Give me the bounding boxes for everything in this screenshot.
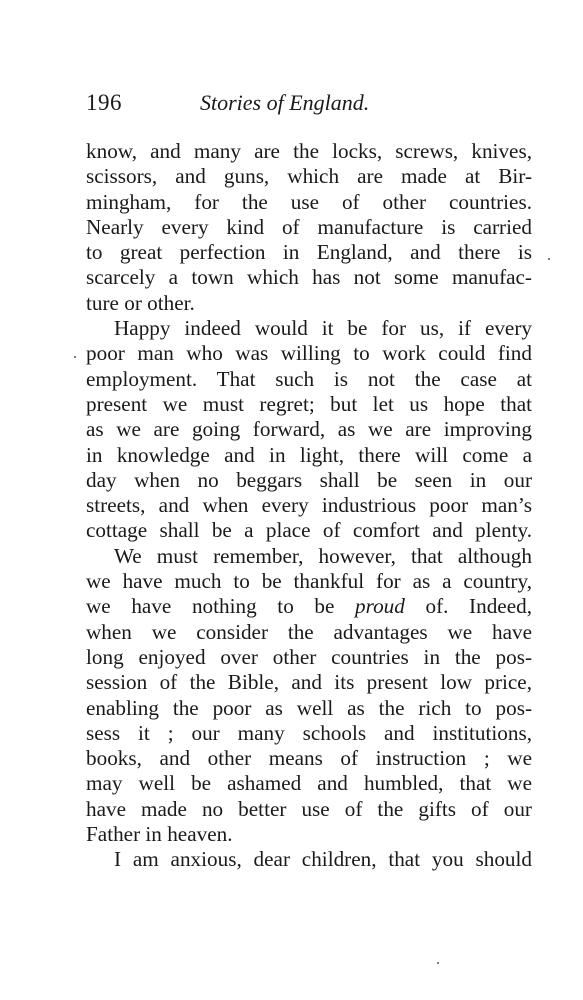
print-speck <box>437 962 439 964</box>
text-line: have made no better use of the gifts of our <box>86 796 532 821</box>
paragraph-4 <box>86 847 532 872</box>
page-body <box>86 139 532 873</box>
text-line: We must remember, however, that although <box>114 543 532 568</box>
text-line: as we are going forward, as we are improving <box>86 417 532 442</box>
text-line: session of the Bible, and its present low price, <box>86 670 532 695</box>
text-line: long enjoyed over other countries in the pos- <box>86 644 532 669</box>
line-text-after: of. Indeed, <box>404 594 532 619</box>
line-text-before: we have nothing to be <box>86 594 356 619</box>
emphasized-word: proud <box>355 594 405 619</box>
text-line: in knowledge and in light, there will come a <box>86 442 532 467</box>
text-line: employment. That such is not the case at <box>86 366 532 391</box>
text-line: Father in heaven. <box>86 822 233 847</box>
text-line: sess it ; our many schools and institutions, <box>86 720 532 745</box>
text-line: ture or other. <box>86 290 195 315</box>
text-line: Happy indeed would it be for us, if every <box>114 316 532 341</box>
text-line: cottage shall be a place of comfort and plenty. <box>86 518 532 543</box>
page-number: 196 <box>86 90 122 115</box>
print-speck <box>548 258 550 260</box>
text-line: enabling the poor as well as the rich to pos- <box>86 695 532 720</box>
text-line: present we must regret; but let us hope that <box>86 391 532 416</box>
print-speck <box>74 356 76 358</box>
page-header <box>86 90 532 126</box>
text-line: know, and many are the locks, screws, knives, <box>86 139 532 163</box>
text-line: when we consider the advantages we have <box>86 619 532 644</box>
text-line: scissors, and guns, which are made at Bir- <box>86 164 532 189</box>
text-line: Nearly every kind of manufacture is carried <box>86 214 532 239</box>
paragraph-1 <box>86 139 532 316</box>
text-line: scarcely a town which has not some manufac- <box>86 265 532 290</box>
text-line: I am anxious, dear children, that you should <box>114 847 532 872</box>
text-line: may well be ashamed and humbled, that we <box>86 771 532 796</box>
paragraph-2 <box>86 316 532 544</box>
paragraph-3 <box>86 544 532 848</box>
text-line: streets, and when every industrious poor man’s <box>86 493 532 518</box>
text-line: we have much to be thankful for as a country, <box>86 569 532 594</box>
text-line: mingham, for the use of other countries. <box>86 189 532 214</box>
text-line: to great perfection in England, and there is <box>86 240 532 265</box>
text-line: poor man who was willing to work could find <box>86 341 532 366</box>
text-line: books, and other means of instruction ; we <box>86 746 532 771</box>
running-title: Stories of England. <box>200 90 370 115</box>
text-line-with-emphasis <box>86 594 532 619</box>
text-line: day when no beggars shall be seen in our <box>86 467 532 492</box>
